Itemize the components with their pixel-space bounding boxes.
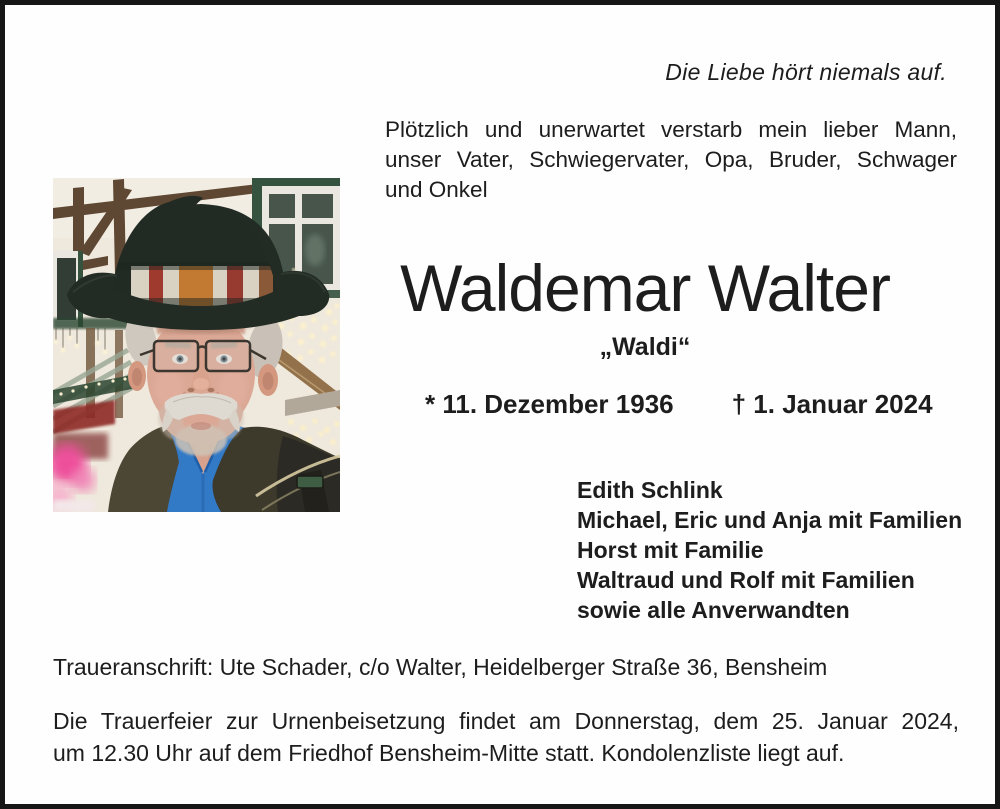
- intro-line: Plötzlich und unerwartet verstarb mein lieber Mann,: [385, 117, 957, 142]
- intro-line: unser Vater, Schwiegervater, Opa, Bruder, Schwager: [385, 147, 957, 172]
- life-dates: [425, 389, 933, 420]
- funeral-info: [53, 705, 959, 769]
- mourning-address: Traueranschrift: Ute Schader, c/o Walter, Heidelberger Straße 36, Bensheim: [53, 654, 828, 680]
- mourner-line: sowie alle Anverwandten: [577, 597, 850, 623]
- quote-line: Die Liebe hört niemals auf.: [665, 59, 947, 85]
- nickname: „Waldi“: [599, 333, 691, 361]
- mourner-line: Horst mit Familie: [577, 537, 764, 563]
- deceased-name: Waldemar Walter: [400, 251, 890, 325]
- portrait-illustration: [53, 178, 340, 512]
- mourner-line: Waltraud und Rolf mit Familien: [577, 567, 915, 593]
- birth-date: * 11. Dezember 1936: [425, 389, 674, 419]
- intro-paragraph: [385, 115, 957, 205]
- mourner-line: Edith Schlink: [577, 477, 723, 503]
- funeral-line: um 12.30 Uhr auf dem Friedhof Bensheim-Mitte statt. Kondolenzliste liegt auf.: [53, 740, 845, 766]
- intro-line: und Onkel: [385, 177, 488, 202]
- mourners-list: [577, 475, 962, 625]
- mourner-line: Michael, Eric und Anja mit Familien: [577, 507, 963, 533]
- funeral-line: Die Trauerfeier zur Urnenbeisetzung findet am Donnerstag, dem 25. Januar 2024,: [53, 708, 959, 734]
- portrait-photo: [53, 178, 340, 512]
- death-date: † 1. Januar 2024: [731, 389, 933, 419]
